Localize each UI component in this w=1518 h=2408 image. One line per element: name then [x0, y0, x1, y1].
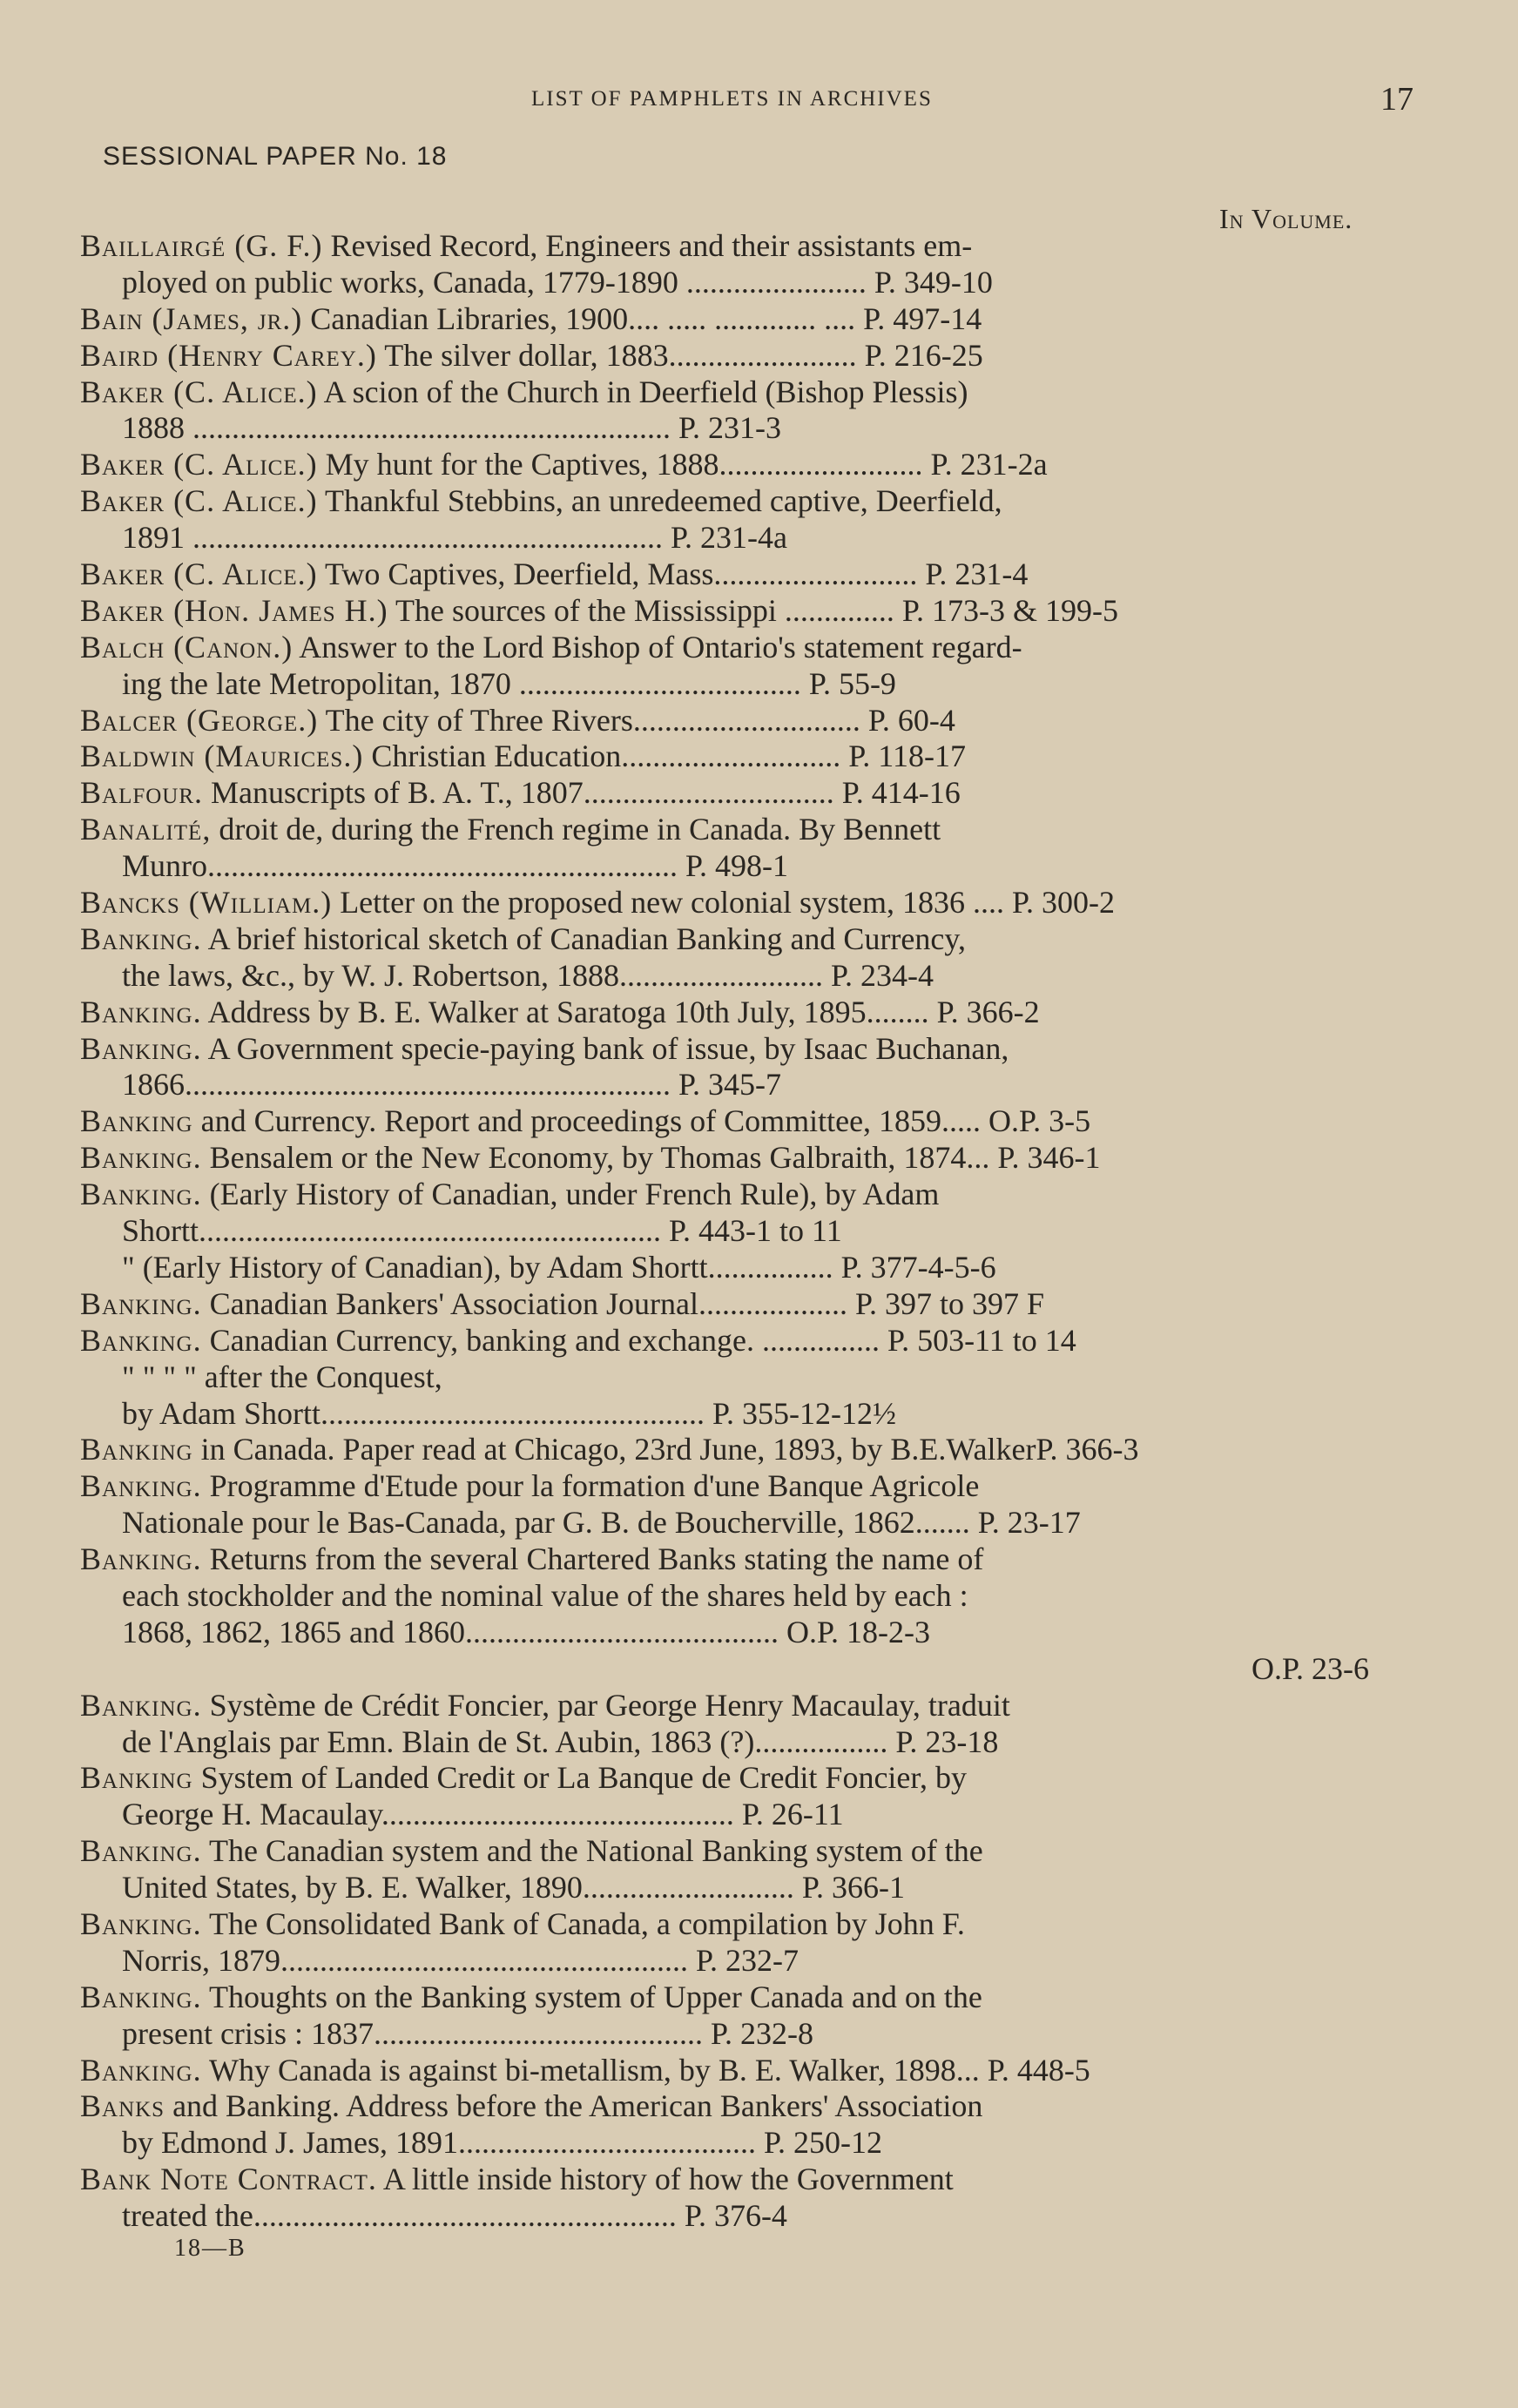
- entry-heading: Banking.: [80, 994, 202, 1029]
- entry-text: Address by B. E. Walker at Saratoga 10th July, 1895........ P. 366-2: [201, 994, 1040, 1029]
- entry-text: United States, by B. E. Walker, 1890........................... P. 366-1: [122, 1870, 905, 1905]
- entry-line: [80, 1615, 1404, 1651]
- entry-heading: Banking.: [80, 1979, 202, 2014]
- entry-text: The silver dollar, 1883........................ P. 216-25: [376, 337, 983, 373]
- entry-heading: Banking.: [80, 1285, 202, 1321]
- entry-text: and Currency. Report and proceedings of Committee, 1859..... O.P. 3-5: [192, 1103, 1091, 1139]
- entry-text: Why Canada is against bi-metallism, by B. E. Walker, 1898... P. 448-5: [201, 2052, 1090, 2088]
- entry-heading: Banalité,: [80, 812, 212, 847]
- entry-line: [80, 1870, 1404, 1906]
- entry-heading: Banking: [80, 1103, 193, 1139]
- entry-line: [80, 739, 1404, 775]
- entry-line: [80, 2125, 1404, 2162]
- entry-text: present crisis : 1837.......................................... P. 232-8: [122, 2015, 813, 2051]
- entry-text: ing the late Metropolitan, 1870 .................................... P. 55-9: [122, 665, 896, 701]
- entry-text: Shortt........................................................... P. 443-1 to 11: [122, 1213, 842, 1249]
- entry-line: [80, 1468, 1404, 1505]
- running-head: LIST OF PAMPHLETS IN ARCHIVES: [531, 87, 933, 111]
- entry-line: [80, 301, 1404, 338]
- entry-line: [80, 1943, 1404, 1980]
- entry-text: A scion of the Church in Deerfield (Bishop Plessis): [317, 374, 968, 409]
- entry-text: 1866.............................................................. P. 345-7: [122, 1067, 782, 1103]
- entry-line: [80, 1980, 1404, 2016]
- entry-text: 1868, 1862, 1865 and 1860........................................ O.P. 18-2-3: [122, 1614, 930, 1649]
- entry-text: droit de, during the French regime in Canada. By Bennett: [211, 812, 941, 847]
- entry-text: the laws, &c., by W. J. Robertson, 1888.......................... P. 234-4: [122, 957, 934, 993]
- entry-heading: Balfour.: [80, 775, 204, 811]
- entry-text: Système de Crédit Foncier, par George Henry Macaulay, traduit: [201, 1687, 1010, 1723]
- entry-line: [80, 520, 1404, 556]
- entry-line: [80, 1103, 1404, 1140]
- entry-line: [80, 410, 1404, 447]
- entry-heading: Banking.: [80, 1030, 202, 1066]
- entry-line: [80, 1833, 1404, 1870]
- entry-text: A Government specie-paying bank of issue, by Isaac Buchanan,: [201, 1030, 1009, 1066]
- entry-heading: Balch (Canon.): [80, 629, 293, 664]
- entry-heading: Bain (James, jr.): [80, 300, 303, 336]
- entry-line: [80, 775, 1404, 812]
- entry-text: George H. Macaulay............................................. P. 26-11: [122, 1797, 844, 1832]
- entry-text: Two Captives, Deerfield, Mass.......................... P. 231-4: [317, 556, 1029, 592]
- entry-line: [80, 447, 1404, 483]
- entry-line: [80, 1396, 1404, 1433]
- pamphlet-list: [80, 228, 1404, 2235]
- entry-line: [80, 812, 1404, 848]
- entry-text: Letter on the proposed new colonial system, 1836 .... P. 300-2: [332, 885, 1116, 921]
- entry-text: The Consolidated Bank of Canada, a compilation by John F.: [201, 1905, 965, 1941]
- entry-line: [80, 1213, 1404, 1250]
- entry-text: Norris, 1879.................................................... P. 232-7: [122, 1942, 799, 1978]
- entry-text: " " " " after the Conquest,: [122, 1359, 442, 1394]
- entry-line: [80, 848, 1404, 885]
- entry-line: [80, 1724, 1404, 1761]
- entry-line: [80, 703, 1404, 739]
- entry-line: [80, 1432, 1404, 1468]
- entry-line: [80, 1688, 1404, 1724]
- entry-heading: Baker (Hon. James H.): [80, 592, 388, 628]
- entry-line: [80, 1651, 1404, 1688]
- entry-line: [80, 2088, 1404, 2125]
- entry-text: Canadian Currency, banking and exchange. ............... P. 503-11 to 14: [201, 1322, 1076, 1358]
- entry-heading: Banking.: [80, 1833, 202, 1869]
- entry-line: [80, 1578, 1404, 1615]
- entry-text: Answer to the Lord Bishop of Ontario's statement regard-: [293, 629, 1022, 664]
- entry-text: Canadian Libraries, 1900.... ..... ............. .... P. 497-14: [302, 300, 982, 336]
- entry-heading: Baillairgé (G. F.): [80, 228, 323, 263]
- entry-text: 1891 ............................................................ P. 231-4a: [122, 520, 787, 556]
- entry-line: [80, 1760, 1404, 1797]
- entry-text: Nationale pour le Bas-Canada, par G. B. de Boucherville, 1862....... P. 23-17: [122, 1505, 1081, 1541]
- page-number: 17: [1380, 81, 1413, 118]
- entry-line: [80, 2162, 1404, 2198]
- entry-line: [80, 921, 1404, 958]
- entry-heading: Banking.: [80, 1905, 202, 1941]
- entry-line: [80, 1031, 1404, 1068]
- entry-text: and Banking. Address before the American Bankers' Association: [165, 2088, 983, 2124]
- entry-heading: Baldwin (Maurices.): [80, 739, 364, 774]
- entry-line: [80, 630, 1404, 666]
- entry-heading: Baker (C. Alice.): [80, 374, 318, 409]
- entry-heading: Banking.: [80, 1468, 202, 1504]
- entry-text: A brief historical sketch of Canadian Banking and Currency,: [201, 921, 967, 956]
- entry-heading: Banking: [80, 1432, 193, 1467]
- sessional-paper-label: SESSIONAL PAPER No. 18: [103, 142, 448, 171]
- entry-heading: Banking.: [80, 1687, 202, 1723]
- entry-text: (Early History of Canadian, under French Rule), by Adam: [201, 1177, 940, 1212]
- entry-text: Thankful Stebbins, an unredeemed captive, Deerfield,: [317, 483, 1002, 519]
- entry-line: [80, 1505, 1404, 1541]
- entry-text: A little inside history of how the Government: [376, 2162, 954, 2197]
- entry-line: [80, 2016, 1404, 2053]
- entry-line: [80, 1067, 1404, 1103]
- entry-heading: Bank Note Contract.: [80, 2162, 377, 2197]
- entry-text: O.P. 23-6: [1251, 1650, 1369, 1686]
- entry-text: each stockholder and the nominal value of the shares held by each :: [122, 1577, 968, 1613]
- entry-text: by Adam Shortt................................................. P. 355-12-12½: [122, 1395, 897, 1431]
- entry-text: The sources of the Mississippi .............. P. 173-3 & 199-5: [388, 592, 1118, 628]
- entry-text: de l'Anglais par Emn. Blain de St. Aubin, 1863 (?)................. P. 23-18: [122, 1723, 999, 1759]
- column-heading: In Volume.: [1219, 203, 1353, 234]
- entry-heading: Banking: [80, 1760, 193, 1796]
- entry-line: [80, 1250, 1404, 1286]
- entry-line: [80, 1140, 1404, 1177]
- entry-text: Returns from the several Chartered Banks stating the name of: [201, 1541, 984, 1577]
- entry-heading: Baird (Henry Carey.): [80, 337, 377, 373]
- entry-text: ployed on public works, Canada, 1779-1890 ....................... P. 349-10: [122, 264, 993, 300]
- entry-text: My hunt for the Captives, 1888.......................... P. 231-2a: [317, 447, 1048, 482]
- entry-text: Manuscripts of B. A. T., 1807................................ P. 414-16: [203, 775, 961, 811]
- entry-heading: Banks: [80, 2088, 165, 2124]
- entry-text: The city of Three Rivers............................. P. 60-4: [318, 702, 955, 738]
- entry-line: [80, 1797, 1404, 1833]
- entry-line: [80, 2053, 1404, 2089]
- entry-line: [80, 1359, 1404, 1396]
- entry-heading: Bancks (William.): [80, 885, 333, 921]
- entry-line: [80, 1177, 1404, 1213]
- entry-text: Bensalem or the New Economy, by Thomas Galbraith, 1874... P. 346-1: [201, 1140, 1101, 1176]
- entry-heading: Baker (C. Alice.): [80, 556, 318, 592]
- entry-line: [80, 1286, 1404, 1323]
- entry-line: [80, 1906, 1404, 1943]
- entry-heading: Banking.: [80, 1177, 202, 1212]
- signature-mark: 18—B: [174, 2235, 246, 2262]
- entry-text: treated the...................................................... P. 376-4: [122, 2198, 787, 2234]
- entry-text: Revised Record, Engineers and their assistants em-: [322, 228, 973, 263]
- entry-line: [80, 1323, 1404, 1359]
- entry-line: [80, 958, 1404, 995]
- entry-text: The Canadian system and the National Banking system of the: [201, 1833, 983, 1869]
- entry-text: Christian Education............................ P. 118-17: [363, 739, 966, 774]
- entry-heading: Banking.: [80, 921, 202, 956]
- entry-line: [80, 666, 1404, 703]
- entry-heading: Banking.: [80, 1541, 202, 1577]
- entry-text: by Edmond J. James, 1891...................................... P. 250-12: [122, 2125, 882, 2161]
- entry-heading: Banking.: [80, 1322, 202, 1358]
- entry-heading: Balcer (George.): [80, 702, 319, 738]
- entry-line: [80, 1541, 1404, 1578]
- entry-line: [80, 228, 1404, 265]
- entry-heading: Baker (C. Alice.): [80, 447, 318, 482]
- entry-line: [80, 885, 1404, 921]
- entry-line: [80, 483, 1404, 520]
- entry-line: [80, 338, 1404, 374]
- entry-text: " (Early History of Canadian), by Adam Shortt................ P. 377-4-5-6: [122, 1249, 996, 1285]
- entry-text: in Canada. Paper read at Chicago, 23rd June, 1893, by B.E.WalkerP. 366-3: [192, 1432, 1139, 1467]
- entry-line: [80, 556, 1404, 593]
- entry-text: System of Landed Credit or La Banque de Credit Foncier, by: [192, 1760, 967, 1796]
- entry-line: [80, 374, 1404, 411]
- entry-text: Thoughts on the Banking system of Upper Canada and on the: [201, 1979, 982, 2014]
- entry-text: Munro............................................................ P. 498-1: [122, 848, 789, 884]
- entry-heading: Banking.: [80, 2052, 202, 2088]
- entry-line: [80, 593, 1404, 630]
- entry-heading: Banking.: [80, 1140, 202, 1176]
- entry-text: Programme d'Etude pour la formation d'une Banque Agricole: [201, 1468, 980, 1504]
- entry-line: [80, 995, 1404, 1031]
- entry-heading: Baker (C. Alice.): [80, 483, 318, 519]
- entry-text: 1888 ............................................................. P. 231-3: [122, 410, 782, 446]
- entry-line: [80, 2198, 1404, 2235]
- entry-line: [80, 265, 1404, 301]
- entry-text: Canadian Bankers' Association Journal................... P. 397 to 397 F: [201, 1285, 1045, 1321]
